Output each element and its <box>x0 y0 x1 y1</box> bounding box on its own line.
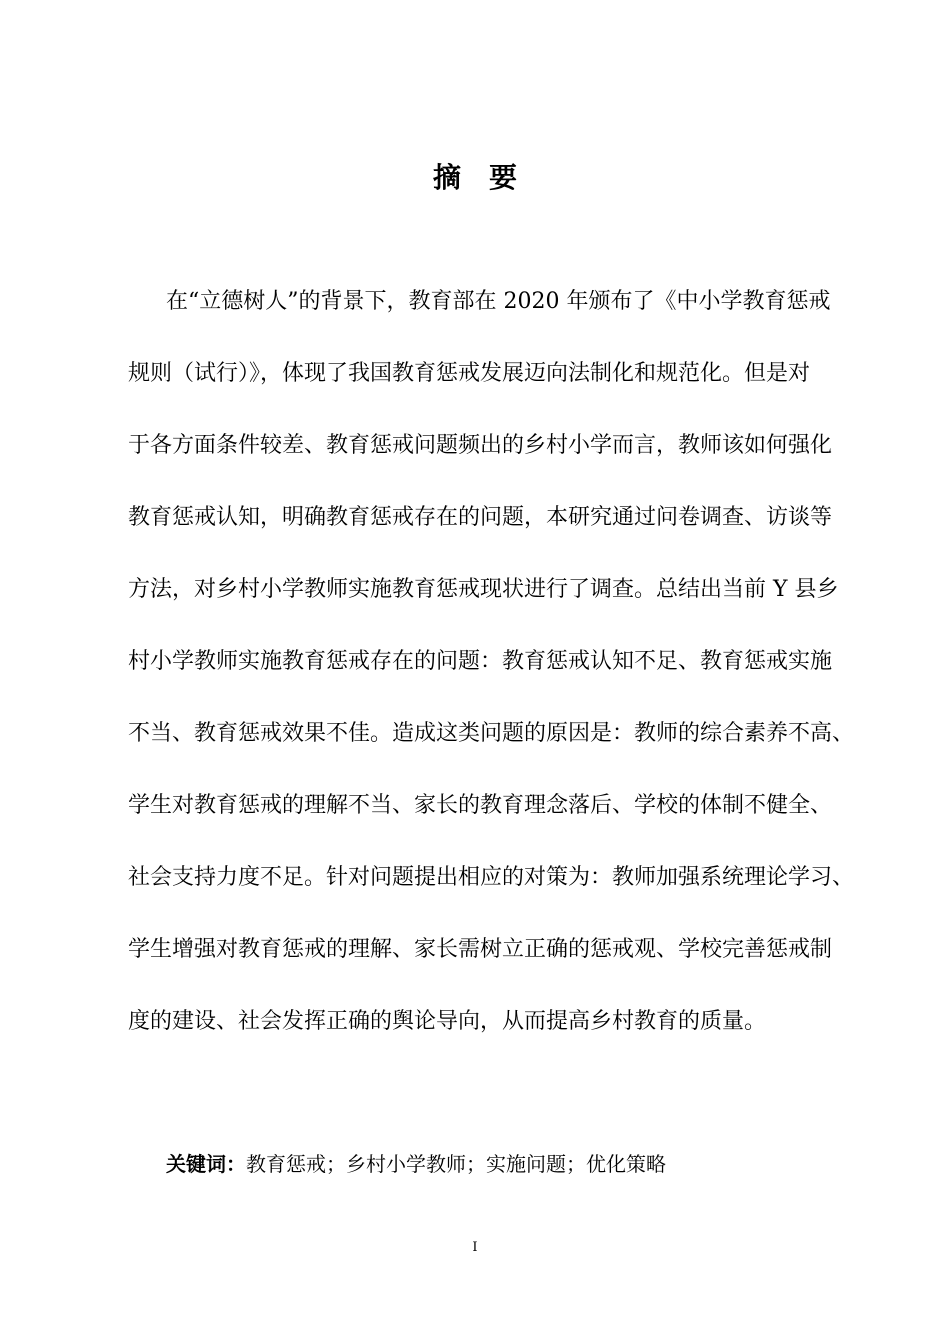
keywords-text: 教育惩戒；乡村小学教师；实施问题；优化策略 <box>246 1152 666 1176</box>
abstract-line: 方法，对乡村小学教师实施教育惩戒现状进行了调查。总结出当前 Y 县乡 <box>128 577 839 602</box>
keywords <box>166 1146 866 1182</box>
page-title: 摘要 <box>432 161 545 194</box>
abstract-line: 村小学教师实施教育惩戒存在的问题：教育惩戒认知不足、教育惩戒实施 <box>128 649 833 674</box>
abstract-line: 学生对教育惩戒的理解不当、家长的教育理念落后、学校的体制不健全、 <box>128 793 833 818</box>
keywords-label: 关键词： <box>166 1152 246 1176</box>
page-number: I <box>472 1240 478 1255</box>
abstract-line: 学生增强对教育惩戒的理解、家长需树立正确的惩戒观、学校完善惩戒制 <box>128 937 833 962</box>
abstract-line: 于各方面条件较差、教育惩戒问题频出的乡村小学而言，教师该如何强化 <box>128 433 833 458</box>
abstract-line: 规则（试行）》，体现了我国教育惩戒发展迈向法制化和规范化。但是对 <box>128 361 811 386</box>
abstract-line: 社会支持力度不足。针对问题提出相应的对策为：教师加强系统理论学习、 <box>128 865 855 890</box>
abstract-line: 度的建设、社会发挥正确的舆论导向，从而提高乡村教育的质量。 <box>128 1009 767 1034</box>
abstract-line: 在“立德树人”的背景下，教育部在 2020 年颁布了《中小学教育惩戒 <box>166 289 831 314</box>
abstract-line: 教育惩戒认知，明确教育惩戒存在的问题，本研究通过问卷调查、访谈等 <box>128 505 833 530</box>
abstract-line: 不当、教育惩戒效果不佳。造成这类问题的原因是：教师的综合素养不高、 <box>128 721 855 746</box>
abstract-paragraph <box>128 266 863 1058</box>
